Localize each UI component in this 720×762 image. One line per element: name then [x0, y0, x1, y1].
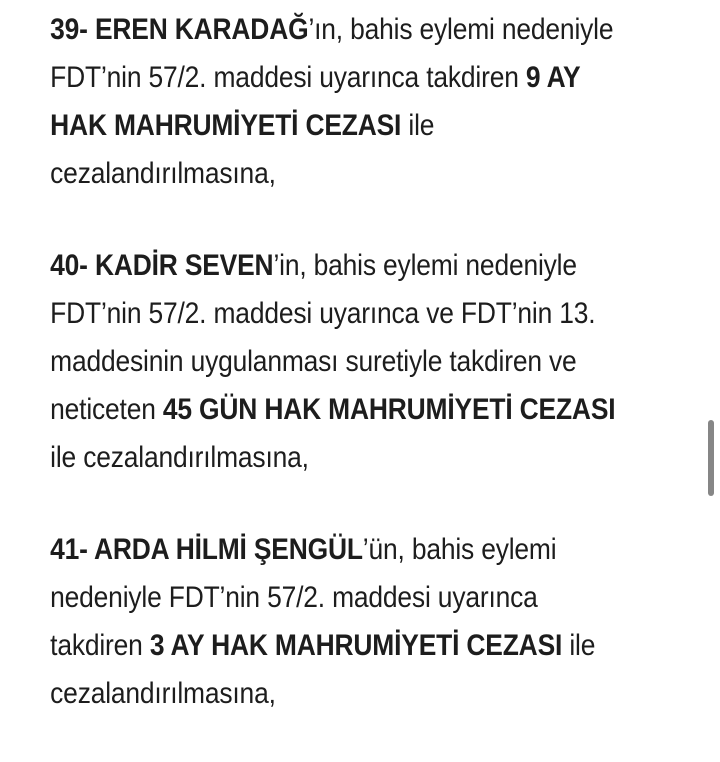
text-segment: FDT’nin 57/2. maddesi uyarınca takdiren [50, 61, 526, 94]
text-line [50, 434, 711, 482]
text-segment: ’ün, bahis eylemi [362, 533, 557, 566]
text-segment: cezalandırılmasına, [50, 157, 276, 190]
bold-text-segment: 41- ARDA HİLMİ ŞENGÜL [50, 533, 363, 566]
bold-text-segment: 45 GÜN HAK MAHRUMİYETİ CEZASI [162, 393, 616, 426]
text-line [50, 290, 711, 338]
text-line [50, 54, 711, 102]
text-line [50, 670, 711, 718]
text-line [50, 102, 711, 150]
text-line [50, 574, 711, 622]
bold-text-segment: 3 AY HAK MAHRUMİYETİ CEZASI [149, 629, 563, 662]
paragraph-40 [50, 242, 711, 482]
text-segment: nedeniyle FDT’nin 57/2. maddesi uyarınca [50, 581, 538, 614]
bold-text-segment: 40- KADİR SEVEN [50, 249, 274, 282]
text-segment: neticeten [50, 393, 163, 426]
text-segment: FDT’nin 57/2. maddesi uyarınca ve FDT’nin 13. [50, 297, 596, 330]
text-segment: cezalandırılmasına, [50, 677, 276, 710]
bold-text-segment: 39- EREN KARADAĞ [50, 13, 309, 46]
text-line [50, 386, 711, 434]
text-line [50, 6, 711, 54]
paragraph-39 [50, 6, 711, 198]
text-segment: ile [401, 109, 435, 142]
text-line [50, 526, 711, 574]
paragraph-41 [50, 526, 711, 718]
text-line [50, 338, 711, 386]
text-segment: takdiren [50, 629, 150, 662]
text-line [50, 150, 711, 198]
document-content [50, 6, 711, 718]
text-segment: ile [562, 629, 596, 662]
text-line [50, 622, 711, 670]
bold-text-segment: HAK MAHRUMİYETİ CEZASI [50, 109, 402, 142]
text-segment: ’ın, bahis eylemi nedeniyle [308, 13, 614, 46]
text-line [50, 242, 711, 290]
text-segment: maddesinin uygulanması suretiyle takdiren ve [50, 345, 577, 378]
text-segment: ’in, bahis eylemi nedeniyle [273, 249, 577, 282]
bold-text-segment: 9 AY [525, 61, 581, 94]
scrollbar-thumb[interactable] [708, 420, 714, 496]
text-segment: ile cezalandırılmasına, [50, 441, 309, 474]
